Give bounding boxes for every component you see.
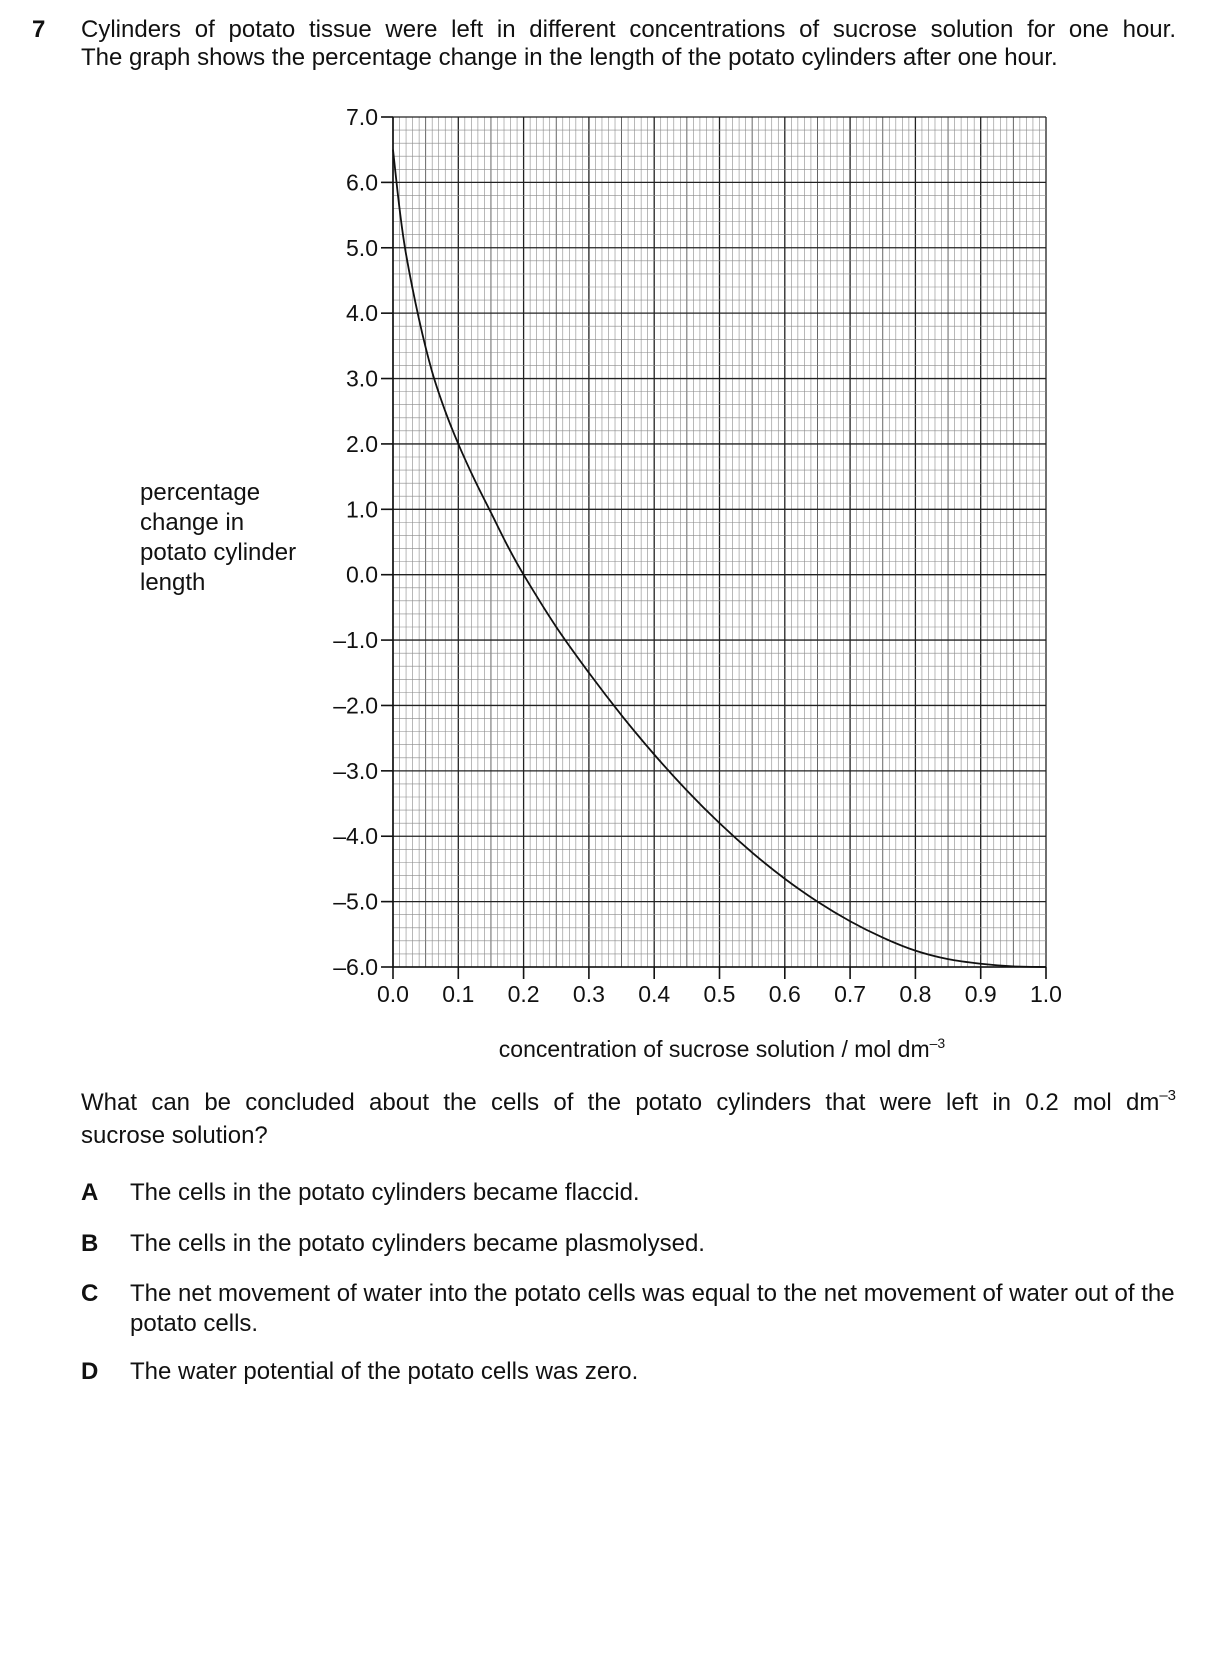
prompt-line-2: sucrose solution? <box>81 1122 268 1149</box>
prompt-superscript: –3 <box>1159 1087 1176 1104</box>
y-tick-label: –2.0 <box>333 692 378 719</box>
option-d[interactable] <box>81 1357 1176 1387</box>
y-tick-label: 5.0 <box>346 234 378 261</box>
option-text: The water potential of the potato cells was zero. <box>130 1358 639 1385</box>
y-tick-label: –3.0 <box>333 757 378 784</box>
x-tick-label: 0.1 <box>442 981 475 1007</box>
y-tick-label: 7.0 <box>346 104 378 130</box>
question-prompt <box>81 1088 1176 1151</box>
y-axis-label <box>140 478 296 598</box>
x-tick-label: 0.5 <box>703 981 736 1007</box>
option-text: The cells in the potato cylinders became plasmolysed. <box>130 1230 705 1257</box>
x-axis-label: concentration of sucrose solution / mol $dm^{-3}$ <box>498 1035 946 1062</box>
y-tick-label: –6.0 <box>333 954 378 980</box>
x-tick-label: 0.0 <box>377 981 409 1007</box>
x-tick-label: 1.0 <box>1030 981 1062 1007</box>
y-axis-label-line: length <box>140 569 206 596</box>
y-tick-label: 0.0 <box>346 561 378 588</box>
y-tick-label: 1.0 <box>346 496 378 523</box>
option-a[interactable] <box>81 1178 1176 1208</box>
y-axis-label-line: potato cylinder <box>140 539 297 566</box>
y-axis-label-line: percentage <box>140 479 261 506</box>
x-tick-label: 0.2 <box>507 981 540 1007</box>
option-text: The net movement of water into the potato cells was equal to the net movement of water out of the potato cells. <box>130 1280 1175 1337</box>
y-axis-label-line: change in <box>140 509 245 536</box>
y-tick-label: 3.0 <box>346 365 378 392</box>
question-number: 7 <box>32 16 46 43</box>
y-tick-label: 4.0 <box>346 300 378 327</box>
x-tick-label: 0.7 <box>834 981 867 1007</box>
option-letter: D <box>81 1358 99 1385</box>
y-tick-label: –1.0 <box>333 627 378 654</box>
grid <box>393 117 1046 967</box>
axes <box>381 117 1046 979</box>
x-tick-label: 0.4 <box>638 981 671 1007</box>
x-tick-label: 0.9 <box>964 981 997 1007</box>
stem-line-1: Cylinders of potato tissue were left in different concentrations of sucrose solution for one hour. <box>81 16 1176 43</box>
option-c[interactable] <box>81 1279 1176 1339</box>
y-tick-label: –4.0 <box>333 823 378 850</box>
option-b[interactable] <box>81 1229 1176 1259</box>
option-letter: C <box>81 1280 99 1307</box>
y-tick-label: –5.0 <box>333 888 378 915</box>
x-tick-label: 0.3 <box>572 981 605 1007</box>
option-letter: B <box>81 1230 99 1257</box>
stem-line-2: The graph shows the percentage change in the length of the potato cylinders after one hour. <box>81 44 1058 71</box>
y-tick-label: 6.0 <box>346 169 378 196</box>
prompt-line-1: What can be concluded about the cells of the potato cylinders that were left in 0.2 mol $dm^{-3}$ <box>81 1087 1176 1116</box>
tick-labels <box>333 104 1062 1007</box>
x-tick-label: 0.6 <box>768 981 801 1007</box>
option-text: The cells in the potato cylinders became flaccid. <box>130 1179 640 1206</box>
x-tick-label: 0.8 <box>899 981 932 1007</box>
option-letter: A <box>81 1179 99 1206</box>
y-tick-label: 2.0 <box>346 430 378 457</box>
